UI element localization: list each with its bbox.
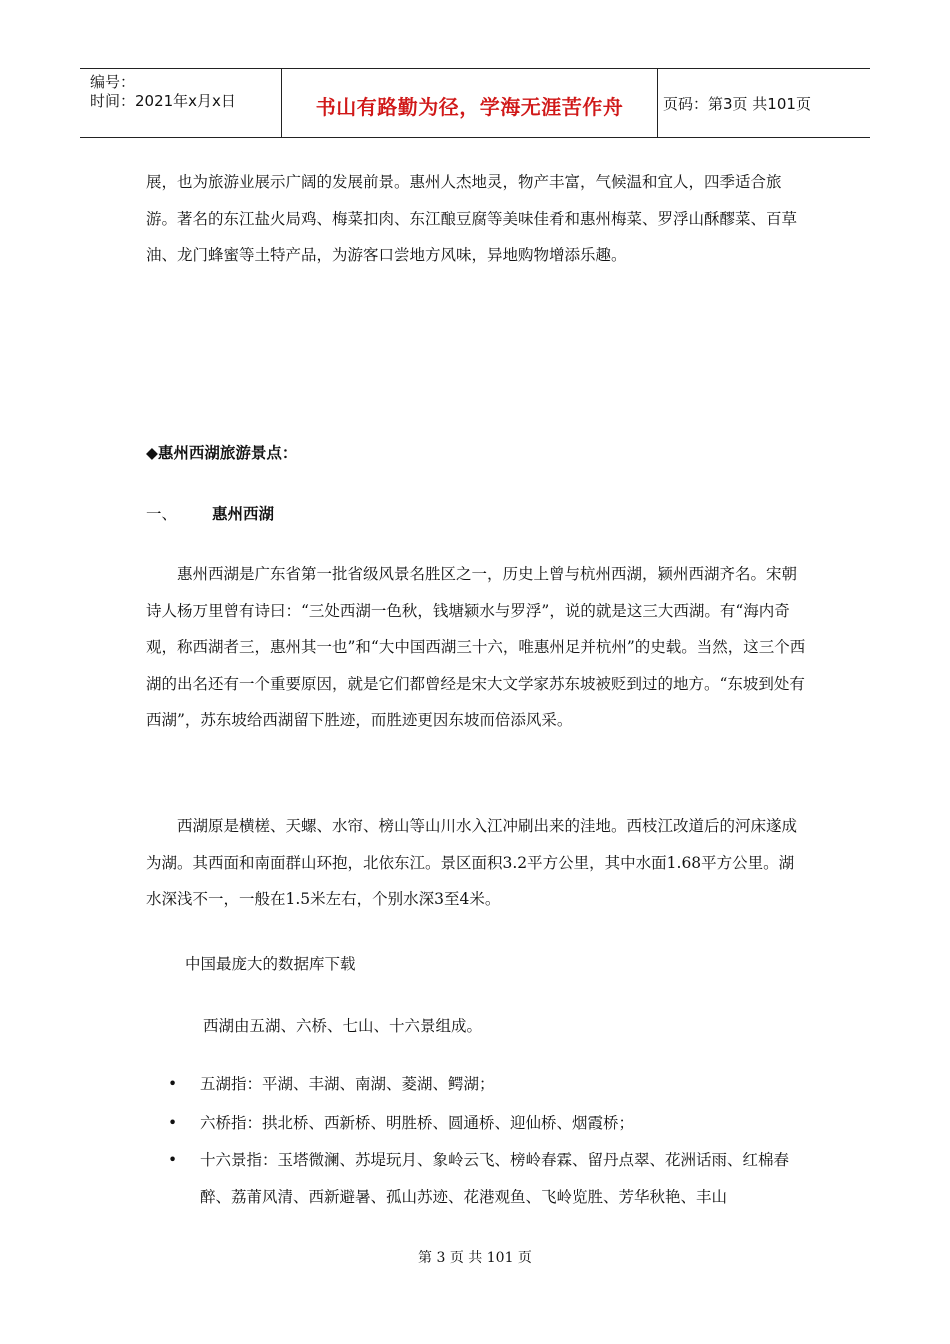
list-item-text: 六桥指：拱北桥、西新桥、明胜桥、圆通桥、迎仙桥、烟霞桥； — [200, 1114, 635, 1132]
paragraph-history: 惠州西湖是广东省第一批省级风景名胜区之一，历史上曾与杭州西湖，颍州西湖齐名。宋朝诗人杨万里曾有诗曰：“三处西湖一色秋，钱塘颍水与罗浮”，说的就是这三大西湖。有“海内奇观，称西湖者三，惠州其一也”和“大中国西湖三十六，唯惠州足并杭州”的史载。当然，这三个西湖的出名还有一个重要原因，就是它们都曾经是宋大文学家苏东坡被贬到过的地方。“东坡到处有西湖”，苏东坡给西湖留下胜迹，而胜迹更因东坡而倍添风采。 — [146, 565, 806, 729]
section-title-row — [146, 502, 275, 524]
bullet-icon: • — [168, 1114, 178, 1132]
ad-line: 中国最庞大的数据库下载 — [185, 955, 356, 973]
list-item-text: 五湖指：平湖、丰湖、南湖、菱湖、鳄湖； — [200, 1075, 495, 1093]
bullet-icon: • — [168, 1075, 178, 1093]
list-item — [168, 1105, 808, 1142]
motto-text: 书山有路勤为径，学海无涯苦作舟 — [315, 95, 624, 119]
section-number: 一、 — [146, 505, 178, 523]
list-item — [168, 1142, 808, 1215]
section-title: 惠州西湖 — [212, 504, 275, 523]
page-header — [80, 68, 870, 138]
header-motto-cell — [281, 69, 658, 137]
header-page-info: 页码：第3页 共101页 — [663, 95, 811, 113]
list-item-text: 十六景指：玉塔微澜、苏堤玩月、象岭云飞、榜岭春霖、留丹点翠、花洲话雨、红棉春醉、荔莆风清、西新避暑、孤山苏迹、花港观鱼、飞岭览胜、芳华秋艳、丰山 — [200, 1151, 790, 1206]
bullet-icon: • — [168, 1151, 178, 1169]
list-item — [168, 1066, 808, 1103]
intro-paragraph: 展，也为旅游业展示广阔的发展前景。惠州人杰地灵，物产丰富，气候温和宜人，四季适合旅游。著名的东江盐火局鸡、梅菜扣肉、东江酿豆腐等美味佳肴和惠州梅菜、罗浮山酥醪菜、百草油、龙门蜂蜜等土特产品，为游客口尝地方风味，异地购物增添乐趣。 — [146, 173, 798, 264]
header-meta-cell — [80, 69, 280, 137]
paragraph-geography: 西湖原是横槎、天螺、水帘、榜山等山川水入江冲刷出来的洼地。西枝江改道后的河床遂成为湖。其西面和南面群山环抱，北依东江。景区面积3.2平方公里，其中水面1.68平方公里。湖水深浅不一，一般在1.5米左右，个别水深3至4米。 — [146, 817, 798, 908]
composition-line: 西湖由五湖、六桥、七山、十六景组成。 — [203, 1017, 483, 1035]
page-footer: 第 3 页 共 101 页 — [418, 1250, 532, 1266]
serial-label: 编号： — [90, 73, 136, 91]
time-label: 时间：2021年x月x日 — [90, 92, 236, 110]
section-heading: ◆惠州西湖旅游景点： — [146, 443, 298, 462]
